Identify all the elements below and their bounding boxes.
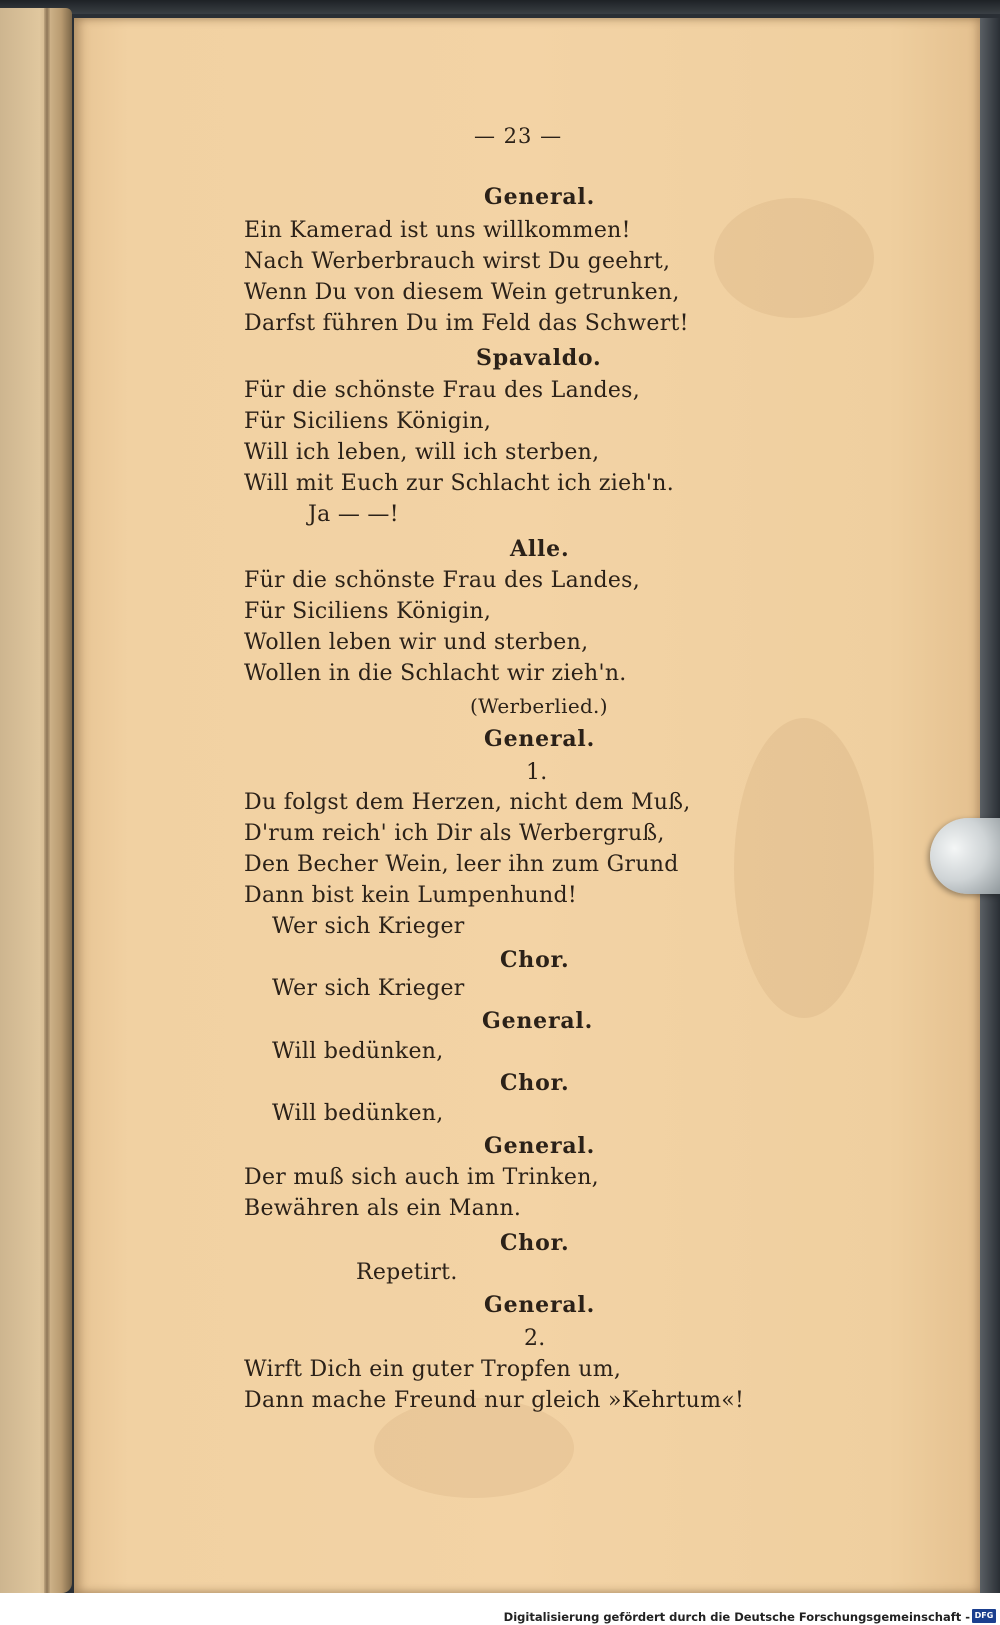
verse-line: Nach Werberbrauch wirst Du geehrt,	[244, 249, 671, 274]
speaker-general: General.	[484, 184, 596, 210]
verse-number: 1.	[526, 760, 548, 785]
verse-line: Bewähren als ein Mann.	[244, 1196, 522, 1221]
stage-direction: (Werberlied.)	[470, 694, 608, 718]
speaker-general: General.	[484, 726, 596, 752]
speaker-general: General.	[482, 1008, 594, 1034]
scan-background-right	[980, 18, 1000, 1593]
paper-stain	[374, 1398, 574, 1498]
paper-stain	[734, 718, 874, 1018]
verse-line: Will mit Euch zur Schlacht ich zieh'n.	[244, 471, 675, 496]
verse-line: Der muß sich auch im Trinken,	[244, 1165, 599, 1190]
verse-line: Wollen leben wir und sterben,	[244, 630, 589, 655]
verse-line: Will ich leben, will ich sterben,	[244, 440, 600, 465]
page-holder-clip	[930, 818, 1000, 894]
verse-line: Wer sich Krieger	[272, 914, 465, 939]
verse-line: Wollen in die Schlacht wir zieh'n.	[244, 661, 627, 686]
verse-line: Wirft Dich ein guter Tropfen um,	[244, 1357, 622, 1382]
verse-line: Für Siciliens Königin,	[244, 599, 492, 624]
page-number: — 23 —	[474, 124, 563, 148]
previous-page-edge	[0, 8, 72, 1593]
verse-line: Dann bist kein Lumpenhund!	[244, 883, 578, 908]
verse-line: Will bedünken,	[272, 1101, 444, 1126]
verse-line: Dann mache Freund nur gleich »Kehrtum«!	[244, 1388, 745, 1413]
verse-line: Für Siciliens Königin,	[244, 409, 492, 434]
verse-line: Will bedünken,	[272, 1039, 444, 1064]
speaker-alle: Alle.	[510, 536, 570, 562]
verse-line: Wenn Du von diesem Wein getrunken,	[244, 280, 680, 305]
speaker-spavaldo: Spavaldo.	[476, 345, 602, 371]
speaker-general: General.	[484, 1292, 596, 1318]
book-binding	[44, 8, 50, 1593]
verse-line: Ja — —!	[308, 502, 399, 527]
verse-line: Wer sich Krieger	[272, 976, 465, 1001]
verse-line: Repetirt.	[356, 1260, 458, 1285]
scan-background-top	[0, 0, 1000, 14]
verse-line: D'rum reich' ich Dir als Werbergruß,	[244, 821, 665, 846]
dfg-logo: DFG	[972, 1609, 996, 1623]
speaker-chor: Chor.	[500, 1230, 570, 1256]
verse-line: Darfst führen Du im Feld das Schwert!	[244, 311, 689, 336]
speaker-general: General.	[484, 1133, 596, 1159]
verse-line: Ein Kamerad ist uns willkommen!	[244, 218, 631, 243]
verse-line: Für die schönste Frau des Landes,	[244, 568, 641, 593]
verse-line: Für die schönste Frau des Landes,	[244, 378, 641, 403]
speaker-chor: Chor.	[500, 1070, 570, 1096]
speaker-chor: Chor.	[500, 947, 570, 973]
digitization-credit: Digitalisierung gefördert durch die Deutsche Forschungsgemeinschaft -	[503, 1610, 970, 1624]
verse-line: Den Becher Wein, leer ihn zum Grund	[244, 852, 679, 877]
verse-line: Du folgst dem Herzen, nicht dem Muß,	[244, 790, 691, 815]
verse-number: 2.	[524, 1326, 546, 1351]
paper-stain	[714, 198, 874, 318]
